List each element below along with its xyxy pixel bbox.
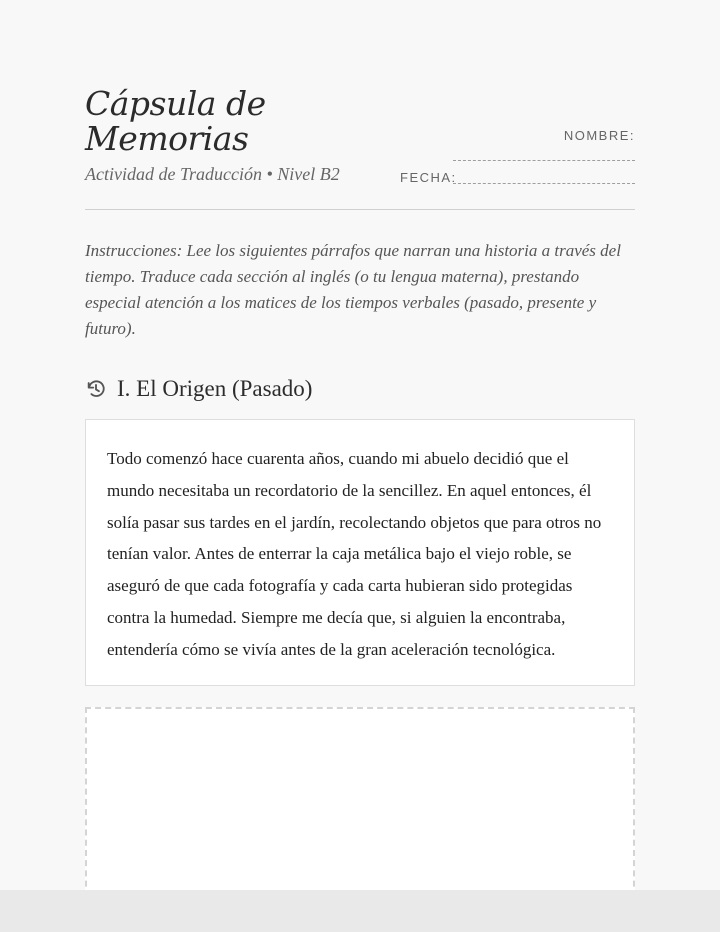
- history-icon: [85, 378, 107, 400]
- translation-area[interactable]: [85, 707, 635, 890]
- name-label: NOMBRE:: [563, 128, 635, 143]
- name-field[interactable]: [453, 149, 635, 161]
- date-label: FECHA:: [400, 170, 457, 185]
- activity-subtitle: Actividad de Traducción • Nivel B2: [85, 164, 340, 184]
- instructions-text: Instrucciones: Lee los siguientes párrafos que narran una historia a través del tiempo. Traduce cada sección al inglés (o tu lengua materna), prestando especial atención a los matices de los tiempos verbales (pasado, presente y futuro).: [85, 241, 621, 338]
- section-heading: [85, 376, 312, 402]
- date-field[interactable]: [453, 172, 635, 184]
- page-title: Cápsula de Memorias: [85, 84, 266, 158]
- source-paragraph: Todo comenzó hace cuarenta años, cuando mi abuelo decidió que el mundo necesitaba un recordatorio de la sencillez. En aquel entonces, él solía pasar sus tardes en el jardín, recolectando objetos que para otros no tenían valor. Antes de enterrar la caja metálica bajo el viejo roble, se aseguró de que cada fotografía y cada carta hubieran sido protegidas contra la humedad. Siempre me decía que, si alguien la encontraba, entendería cómo se vivía antes de la gran aceleración tecnológica.: [107, 449, 602, 659]
- worksheet-header: [85, 86, 635, 210]
- source-text-card: [85, 419, 635, 686]
- student-fields: [385, 128, 635, 196]
- section-title: I. El Origen (Pasado): [117, 376, 313, 401]
